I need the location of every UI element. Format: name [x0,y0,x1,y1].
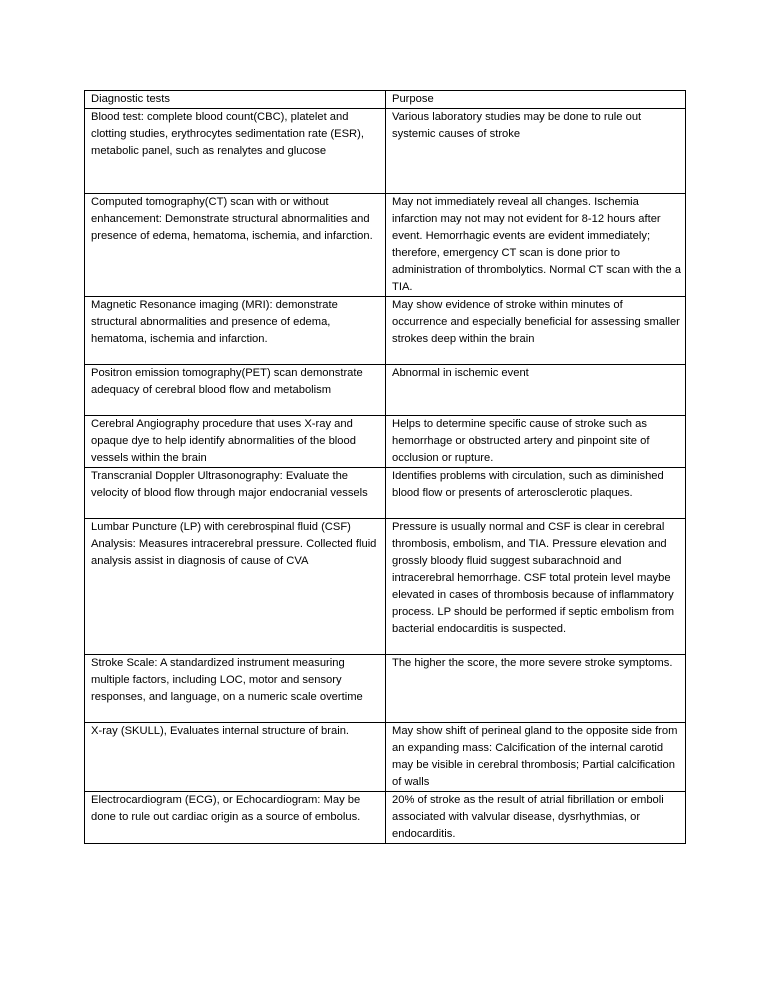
diagnostic-tests-table [84,90,686,844]
test-cell: Electrocardiogram (ECG), or Echocardiogram: May be done to rule out cardiac origin as a source of embolus. [85,792,386,844]
purpose-cell: May show shift of perineal gland to the opposite side from an expanding mass: Calcification of the internal carotid may be visible in cerebral thrombosis; Partial calcification of walls [386,723,686,792]
table-row [85,792,686,844]
table-row [85,109,686,194]
test-cell: Stroke Scale: A standardized instrument measuring multiple factors, including LOC, motor and sensory responses, and language, on a numeric scale overtime [85,655,386,723]
test-cell: X-ray (SKULL), Evaluates internal structure of brain. [85,723,386,792]
purpose-cell: The higher the score, the more severe stroke symptoms. [386,655,686,723]
purpose-cell: May show evidence of stroke within minutes of occurrence and especially beneficial for assessing smaller strokes deep within the brain [386,297,686,365]
table-row [85,655,686,723]
table-row [85,194,686,297]
table-row [85,365,686,416]
test-cell: Transcranial Doppler Ultrasonography: Evaluate the velocity of blood flow through major endocranial vessels [85,468,386,519]
test-cell: Cerebral Angiography procedure that uses X-ray and opaque dye to help identify abnormalities of the blood vessels within the brain [85,416,386,468]
purpose-cell: May not immediately reveal all changes. Ischemia infarction may not may not evident for 8-12 hours after event. Hemorrhagic events are evident immediately; therefore, emergency CT scan is done prior to administration of thrombolytics. Normal CT scan with the a TIA. [386,194,686,297]
purpose-cell: Pressure is usually normal and CSF is clear in cerebral thrombosis, embolism, and TIA. Pressure elevation and grossly bloody fluid suggest subarachnoid and intracerebral hemorrhage. CSF total protein level maybe elevated in cases of thrombosis because of inflammatory process. LP should be performed if septic embolism from bacterial endocarditis is suspected. [386,519,686,655]
purpose-cell: Identifies problems with circulation, such as diminished blood flow or presents of arterosclerotic plaques. [386,468,686,519]
table-row [85,416,686,468]
test-cell: Lumbar Puncture (LP) with cerebrospinal fluid (CSF) Analysis: Measures intracerebral pressure. Collected fluid analysis assist in diagnosis of cause of CVA [85,519,386,655]
table-row [85,297,686,365]
table-row [85,723,686,792]
table-header-row [85,91,686,109]
purpose-cell: Helps to determine specific cause of stroke such as hemorrhage or obstructed artery and pinpoint site of occlusion or rupture. [386,416,686,468]
header-diagnostic-tests: Diagnostic tests [85,91,386,109]
purpose-cell: Various laboratory studies may be done to rule out systemic causes of stroke [386,109,686,194]
test-cell: Positron emission tomography(PET) scan demonstrate adequacy of cerebral blood flow and metabolism [85,365,386,416]
table-row [85,468,686,519]
purpose-cell: Abnormal in ischemic event [386,365,686,416]
header-purpose: Purpose [386,91,686,109]
table-row [85,519,686,655]
purpose-cell: 20% of stroke as the result of atrial fibrillation or emboli associated with valvular disease, dysrhythmias, or endocarditis. [386,792,686,844]
test-cell: Magnetic Resonance imaging (MRI): demonstrate structural abnormalities and presence of edema, hematoma, ischemia and infarction. [85,297,386,365]
test-cell: Blood test: complete blood count(CBC), platelet and clotting studies, erythrocytes sedimentation rate (ESR), metabolic panel, such as renalytes and glucose [85,109,386,194]
test-cell: Computed tomography(CT) scan with or without enhancement: Demonstrate structural abnormalities and presence of edema, hematoma, ischemia, and infarction. [85,194,386,297]
